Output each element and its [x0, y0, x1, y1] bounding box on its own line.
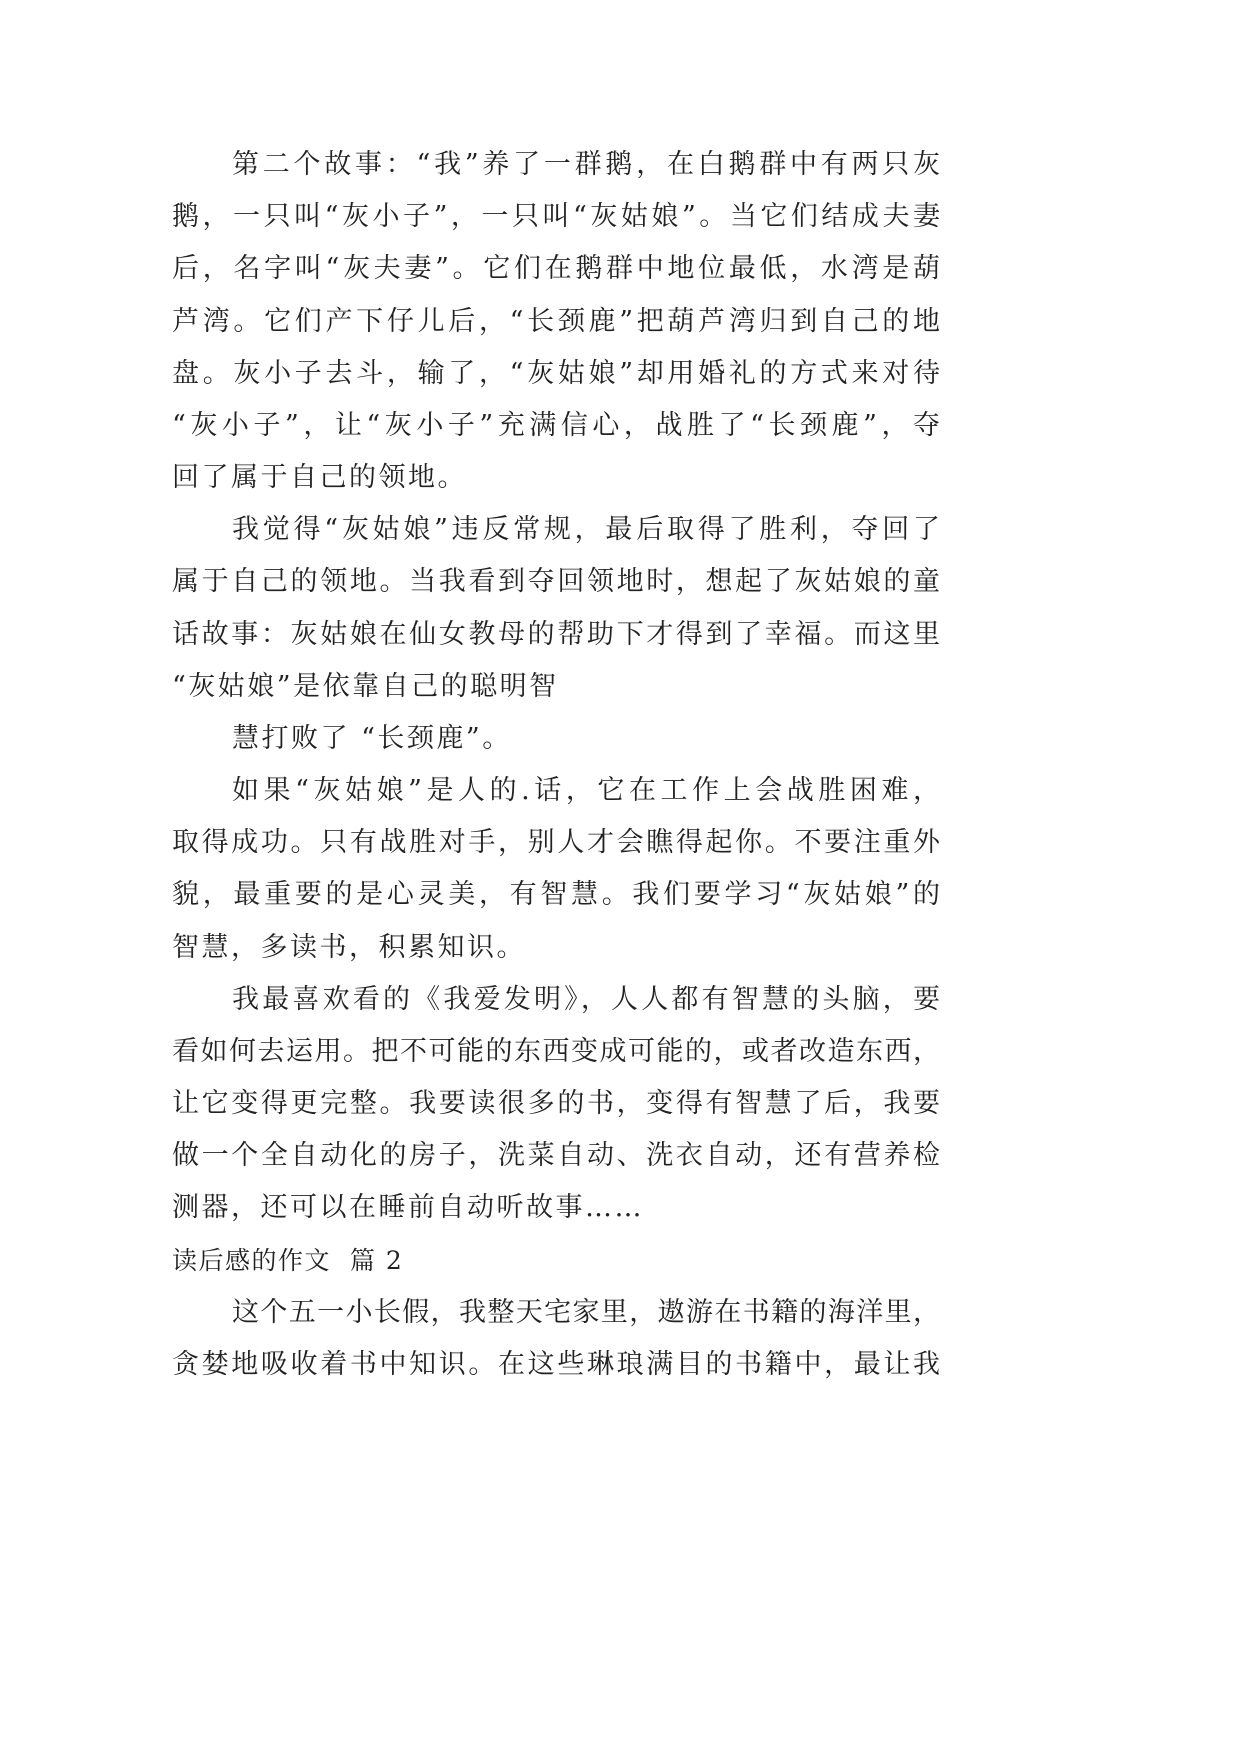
text-line: 我觉得“灰姑娘”违反常规，最后取得了胜利，夺回了 [232, 514, 940, 545]
text-line: 鹅，一只叫“灰小子”，一只叫“灰姑娘”。当它们结成夫妻 [172, 201, 940, 232]
text-line: 智慧，多读书，积累知识。 [172, 932, 526, 963]
text-line: 貌，最重要的是心灵美，有智慧。我们要学习“灰姑娘”的 [172, 879, 940, 910]
text-line: “灰姑娘”是依靠自己的聪明智 [172, 671, 559, 702]
text-line: 做一个全自动化的房子，洗菜自动、洗衣自动，还有营养检 [172, 1140, 940, 1171]
text-line: 话故事：灰姑娘在仙女教母的帮助下才得到了幸福。而这里 [172, 619, 940, 650]
text-line: 属于自己的领地。当我看到夺回领地时，想起了灰姑娘的童 [172, 566, 940, 597]
text-line: 如果“灰姑娘”是人的.话，它在工作上会战胜困难， [232, 775, 940, 806]
text-line: 芦湾。它们产下仔儿后，“长颈鹿”把葫芦湾归到自己的地 [172, 306, 940, 337]
text-line: 这个五一小长假，我整天宅家里，遨游在书籍的海洋里， [232, 1297, 940, 1328]
text-line: “灰小子”，让“灰小子”充满信心，战胜了“长颈鹿”，夺 [172, 410, 940, 441]
text-line: 我最喜欢看的《我爱发明》，人人都有智慧的头脑，要 [232, 984, 940, 1015]
text-line: 测器，还可以在睡前自动听故事…… [172, 1192, 644, 1223]
text-line: 让它变得更完整。我要读很多的书，变得有智慧了后，我要 [172, 1088, 940, 1119]
text-line: 后，名字叫“灰夫妻”。它们在鹅群中地位最低，水湾是葫 [172, 253, 940, 284]
section-heading: 读后感的作文 篇 2 [172, 1246, 404, 1275]
text-line: 第二个故事：“我”养了一群鹅，在白鹅群中有两只灰 [232, 149, 940, 180]
text-line: 取得成功。只有战胜对手，别人才会瞧得起你。不要注重外 [172, 827, 940, 858]
text-line: 盘。灰小子去斗，输了，“灰姑娘”却用婚礼的方式来对待 [172, 358, 940, 389]
text-line: 贪婪地吸收着书中知识。在这些琳琅满目的书籍中，最让我 [172, 1349, 940, 1380]
text-line: 慧打败了 “长颈鹿”。 [232, 723, 512, 754]
text-line: 回了属于自己的领地。 [172, 462, 467, 493]
text-line: 看如何去运用。把不可能的东西变成可能的，或者改造东西， [172, 1036, 940, 1067]
